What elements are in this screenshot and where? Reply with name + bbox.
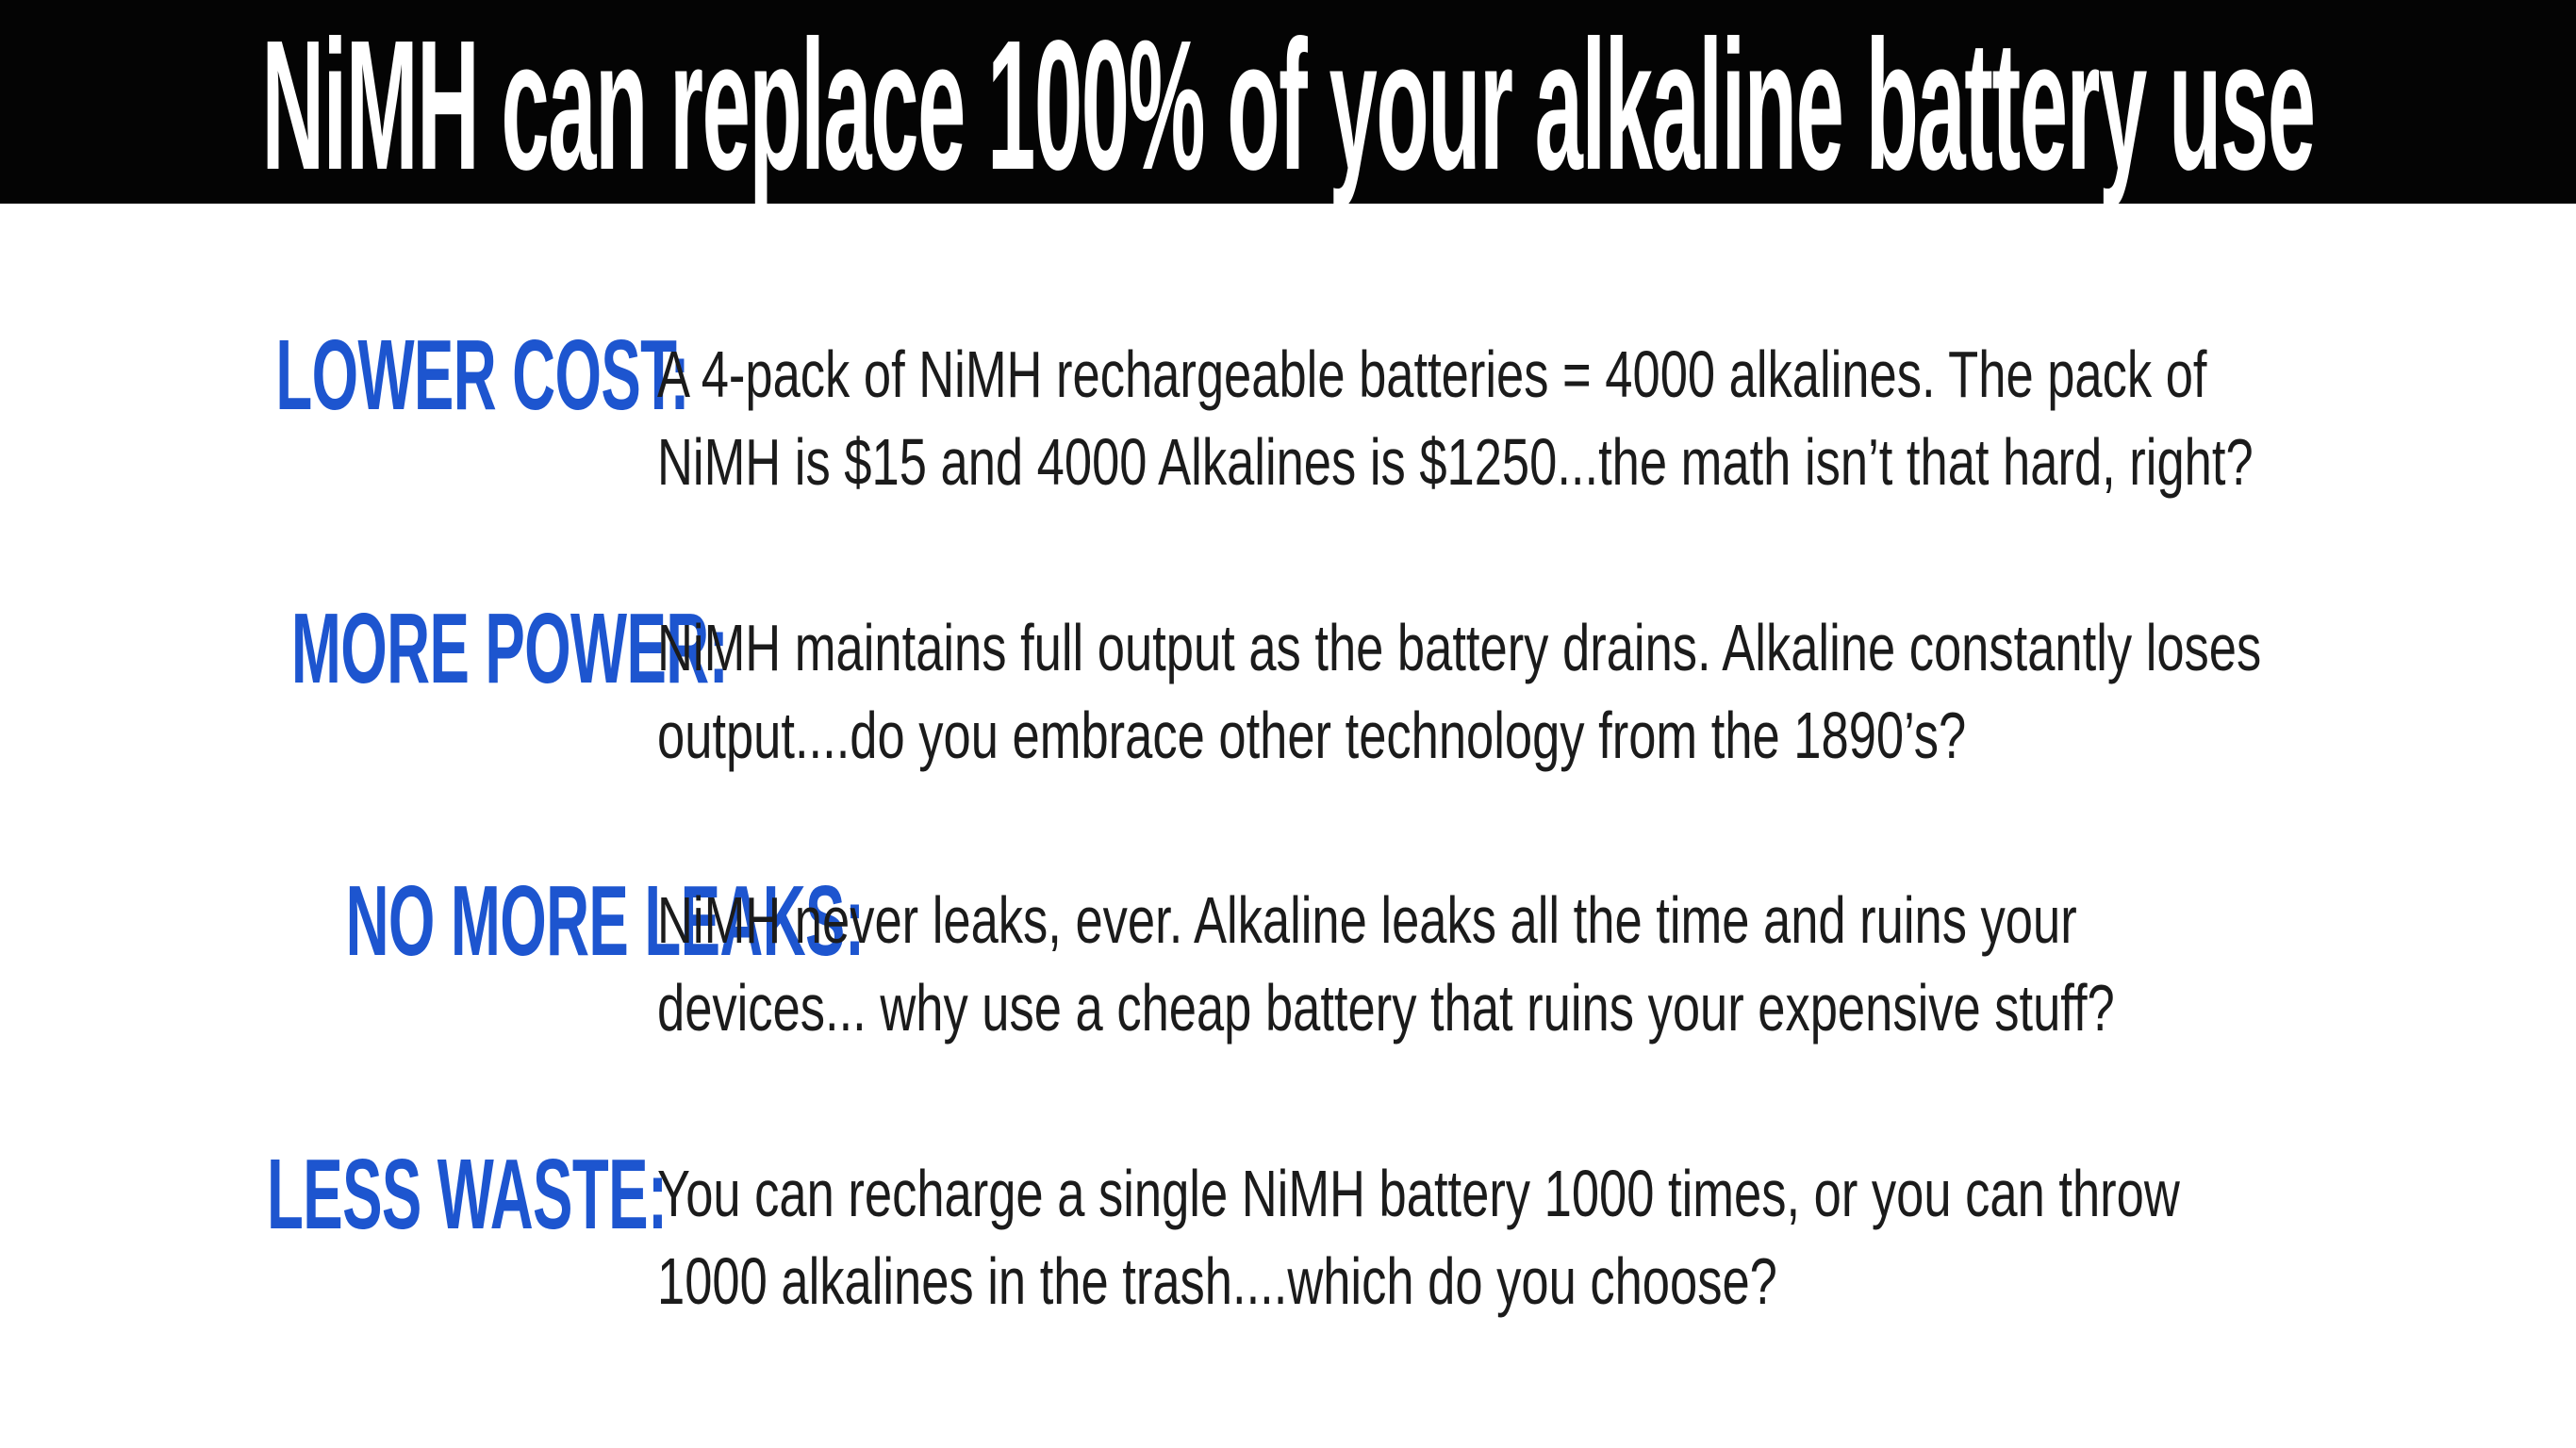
section-no-more-leaks	[0, 865, 2576, 1052]
body-text: NiMH never leaks, ever. Alkaline leaks all the time and ruins your	[657, 883, 2077, 957]
body-text: NiMH is $15 and 4000 Alkalines is $1250...the math isn’t that hard, right?	[657, 425, 2254, 499]
section-label-lower-cost: LOWER COST:	[275, 320, 689, 431]
body-text-line	[657, 1238, 2576, 1325]
section-body	[657, 331, 2576, 506]
body-text-line	[657, 877, 2576, 964]
body-text-line	[657, 964, 2576, 1052]
section-label-column	[0, 865, 865, 977]
section-less-waste	[0, 1139, 2576, 1325]
body-text: devices... why use a cheap battery that ruins your expensive stuff?	[657, 971, 2115, 1045]
section-lower-cost	[0, 320, 2576, 506]
body-text: You can recharge a single NiMH battery 1000 times, or you can throw	[657, 1157, 2180, 1230]
section-more-power	[0, 593, 2576, 780]
section-label-less-waste: LESS WASTE:	[267, 1139, 668, 1250]
section-label-column	[0, 593, 729, 704]
body-text-line	[657, 331, 2576, 419]
body-text-line	[657, 604, 2576, 692]
page-title: NiMH can replace 100% of your alkaline battery use	[261, 2, 2315, 208]
body-text-line	[657, 1150, 2576, 1238]
body-text: A 4-pack of NiMH rechargeable batteries = 4000 alkalines. The pack of	[657, 337, 2207, 411]
body-text-line	[657, 692, 2576, 780]
section-label-more-power: MORE POWER:	[290, 593, 729, 704]
section-label-column	[0, 320, 689, 431]
section-body	[657, 1150, 2576, 1325]
section-label-no-more-leaks: NO MORE LEAKS:	[345, 865, 865, 977]
section-body	[657, 604, 2576, 780]
header-banner	[0, 0, 2576, 208]
body-text: output....do you embrace other technology from the 1890’s?	[657, 699, 1967, 772]
body-text: 1000 alkalines in the trash....which do you choose?	[657, 1244, 1777, 1318]
body-text-line	[657, 419, 2576, 506]
section-label-column	[0, 1139, 668, 1250]
body-text: NiMH maintains full output as the battery drains. Alkaline constantly loses	[657, 611, 2262, 684]
section-body	[657, 877, 2576, 1052]
